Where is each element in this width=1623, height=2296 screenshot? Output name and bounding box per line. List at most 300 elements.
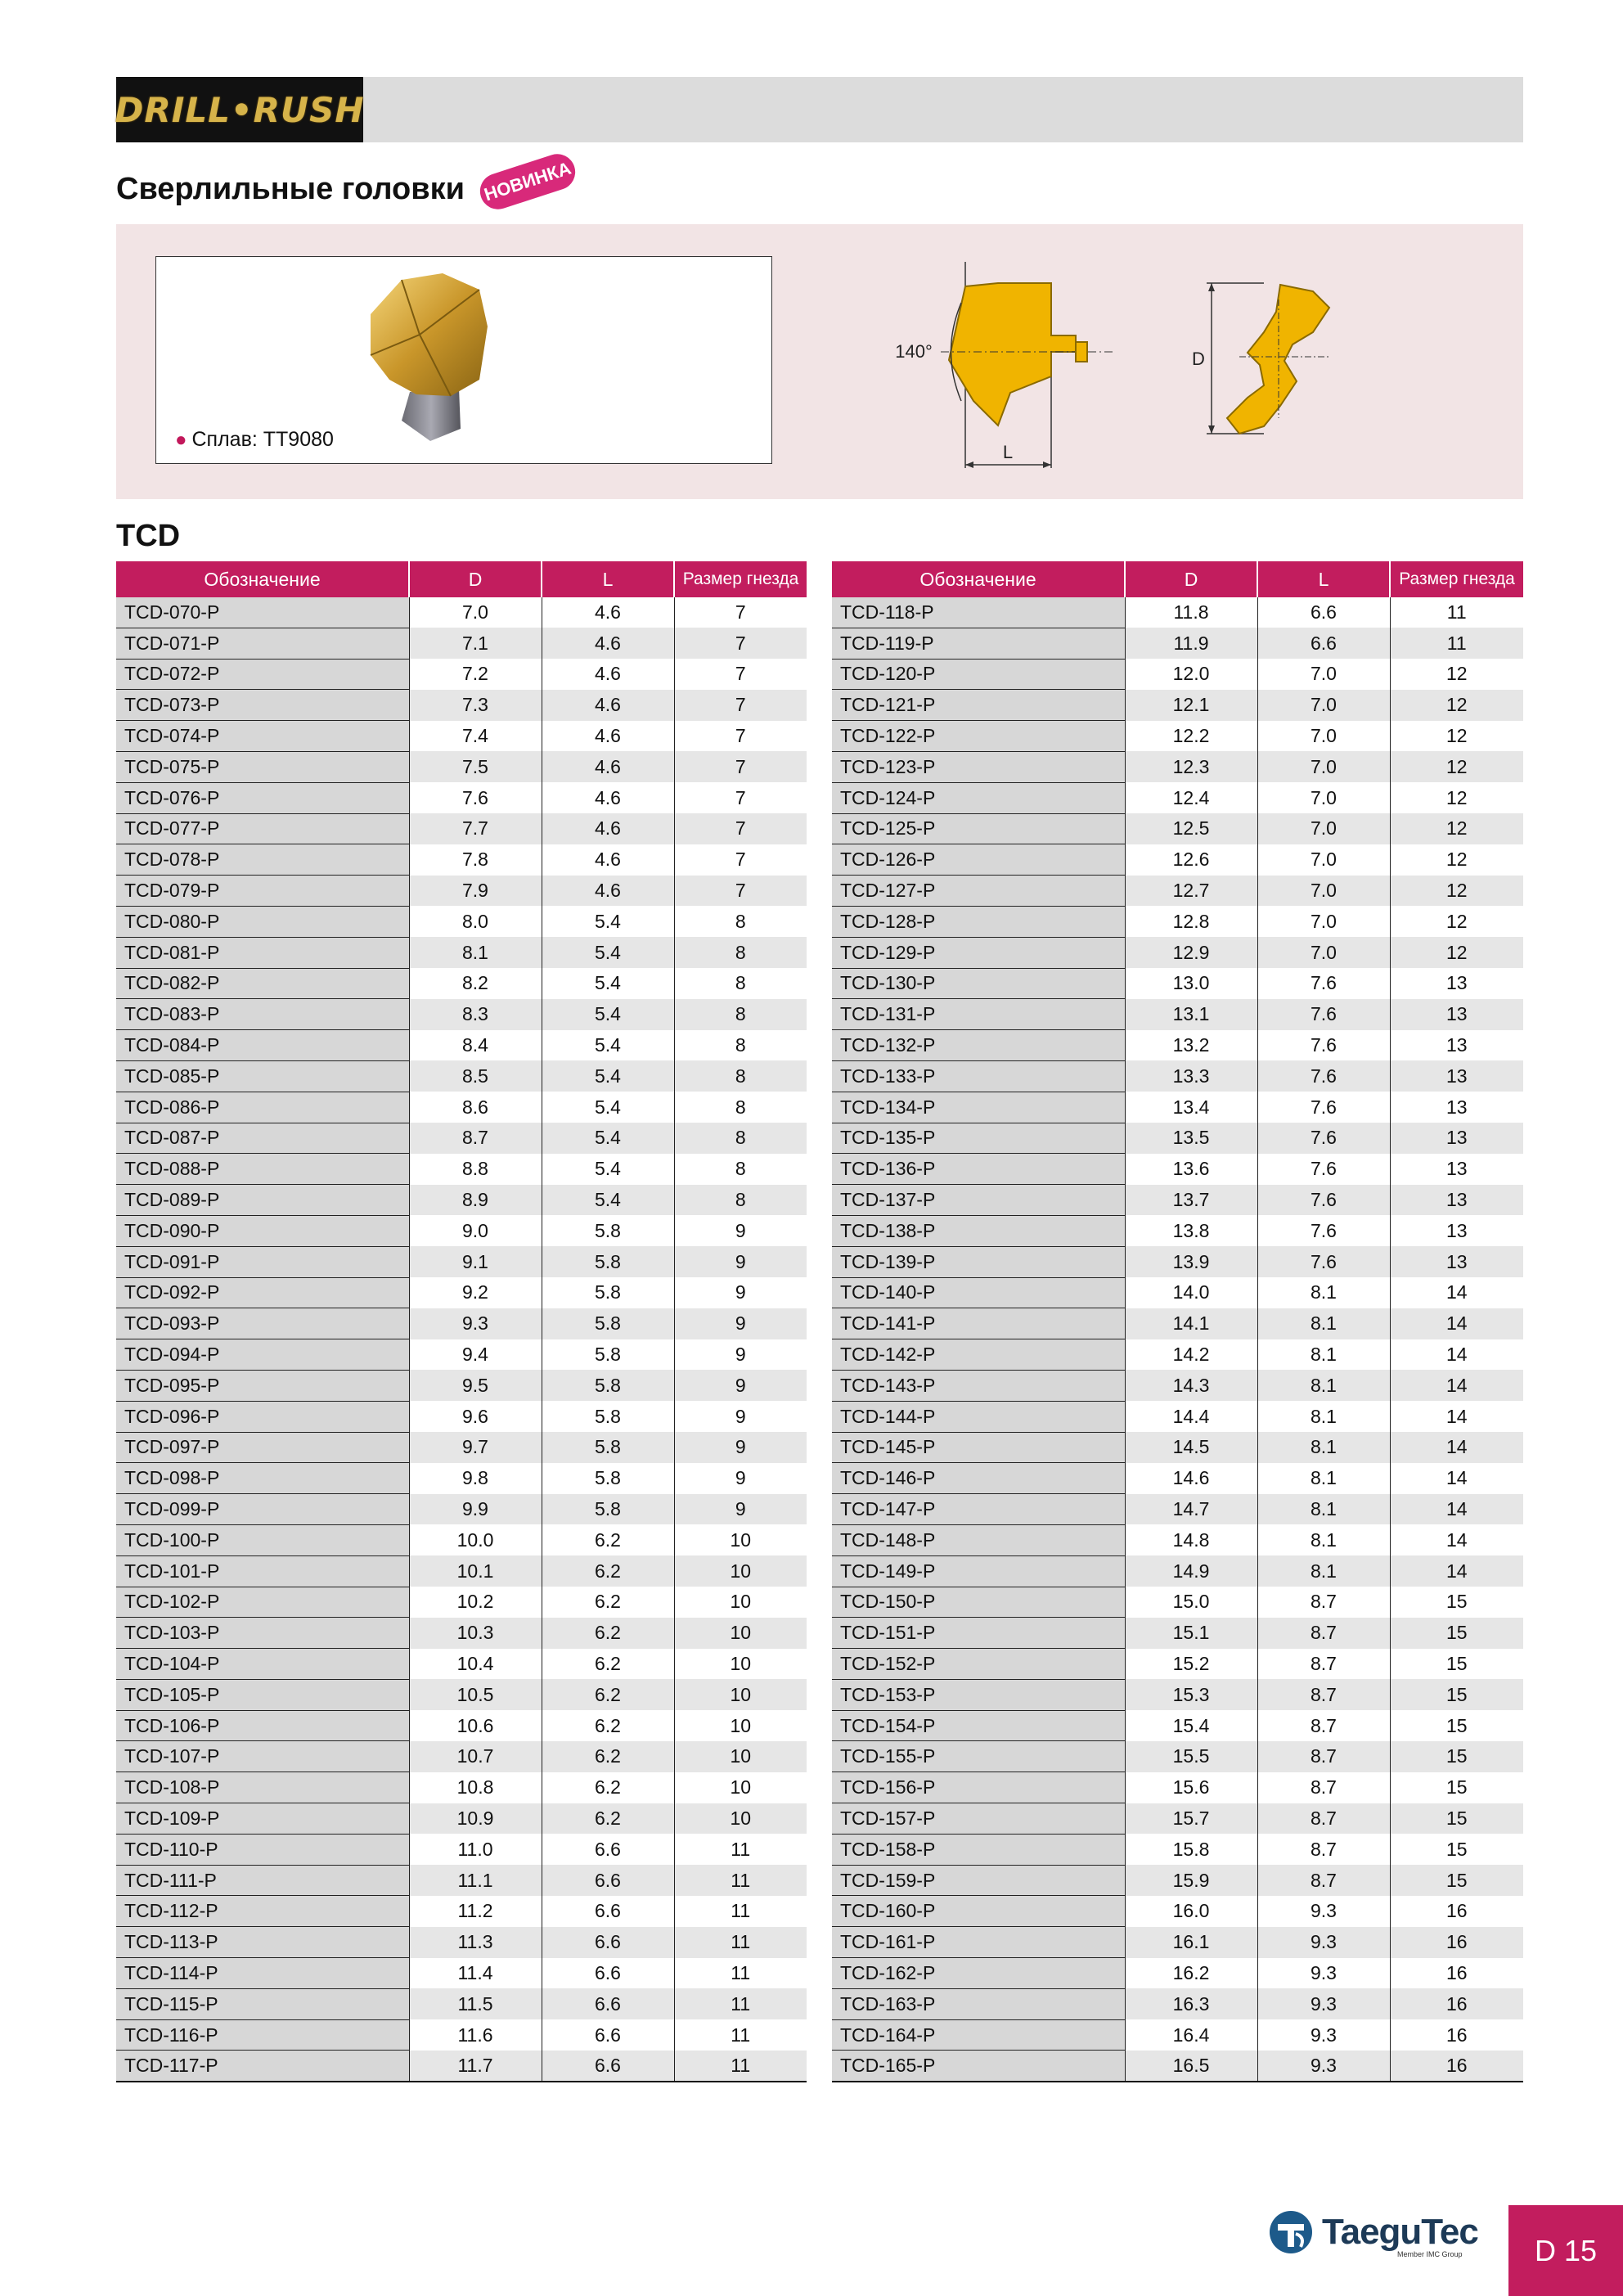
cell-designation: TCD-138-P [832, 1215, 1125, 1246]
cell-designation: TCD-102-P [116, 1587, 409, 1618]
cell-l: 7.0 [1257, 721, 1390, 752]
cell-l: 8.7 [1257, 1679, 1390, 1710]
cell-pocket-size: 7 [674, 690, 807, 721]
cell-l: 7.6 [1257, 999, 1390, 1030]
cell-pocket-size: 16 [1390, 1927, 1523, 1958]
cell-l: 4.6 [542, 721, 674, 752]
cell-designation: TCD-125-P [832, 813, 1125, 844]
table-row [116, 1401, 807, 1432]
cell-d: 8.3 [409, 999, 542, 1030]
cell-d: 11.4 [409, 1958, 542, 1989]
cell-designation: TCD-075-P [116, 751, 409, 782]
cell-l: 5.8 [542, 1277, 674, 1308]
cell-designation: TCD-129-P [832, 937, 1125, 968]
cell-designation: TCD-105-P [116, 1679, 409, 1710]
cell-pocket-size: 13 [1390, 1185, 1523, 1216]
table-row [832, 1185, 1523, 1216]
cell-designation: TCD-100-P [116, 1524, 409, 1555]
cell-pocket-size: 13 [1390, 968, 1523, 999]
cell-designation: TCD-078-P [116, 844, 409, 876]
cell-designation: TCD-096-P [116, 1401, 409, 1432]
cell-d: 10.5 [409, 1679, 542, 1710]
cell-l: 6.6 [542, 1896, 674, 1927]
table-row [116, 1246, 807, 1277]
table-row [832, 782, 1523, 813]
cell-designation: TCD-116-P [116, 2019, 409, 2051]
table-row [116, 968, 807, 999]
cell-designation: TCD-158-P [832, 1834, 1125, 1865]
cell-designation: TCD-134-P [832, 1092, 1125, 1123]
cell-pocket-size: 15 [1390, 1741, 1523, 1772]
cell-d: 15.0 [1125, 1587, 1257, 1618]
cell-d: 10.4 [409, 1649, 542, 1680]
cell-pocket-size: 10 [674, 1649, 807, 1680]
cell-d: 13.8 [1125, 1215, 1257, 1246]
cell-l: 7.0 [1257, 690, 1390, 721]
cell-l: 6.2 [542, 1741, 674, 1772]
table-row [116, 1803, 807, 1835]
cell-d: 11.6 [409, 2019, 542, 2051]
section-title: TCD [116, 519, 181, 553]
table-row [832, 1339, 1523, 1371]
table-row [116, 1772, 807, 1803]
cell-l: 8.7 [1257, 1803, 1390, 1835]
cell-d: 14.2 [1125, 1339, 1257, 1371]
taegutec-emblem-icon [1268, 2209, 1314, 2255]
cell-designation: TCD-071-P [116, 628, 409, 659]
cell-l: 5.4 [542, 1030, 674, 1061]
cell-d: 7.2 [409, 659, 542, 690]
cell-l: 4.6 [542, 782, 674, 813]
cell-designation: TCD-144-P [832, 1401, 1125, 1432]
table-row [832, 1834, 1523, 1865]
cell-d: 7.3 [409, 690, 542, 721]
cell-pocket-size: 12 [1390, 690, 1523, 721]
alloy-label: Сплав: TT9080 [191, 428, 334, 451]
table-row [116, 751, 807, 782]
cell-designation: TCD-153-P [832, 1679, 1125, 1710]
cell-d: 10.1 [409, 1555, 542, 1587]
cell-d: 8.6 [409, 1092, 542, 1123]
cell-pocket-size: 15 [1390, 1618, 1523, 1649]
table-row [832, 1370, 1523, 1401]
cell-d: 16.2 [1125, 1958, 1257, 1989]
cell-pocket-size: 9 [674, 1370, 807, 1401]
cell-d: 13.1 [1125, 999, 1257, 1030]
cell-pocket-size: 11 [1390, 628, 1523, 659]
cell-pocket-size: 12 [1390, 844, 1523, 876]
drill-head-end-diagram [1190, 275, 1354, 463]
cell-designation: TCD-147-P [832, 1494, 1125, 1525]
table-row [832, 690, 1523, 721]
cell-designation: TCD-148-P [832, 1524, 1125, 1555]
table-row [832, 1246, 1523, 1277]
cell-d: 14.6 [1125, 1463, 1257, 1494]
cell-designation: TCD-089-P [116, 1185, 409, 1216]
cell-d: 8.1 [409, 937, 542, 968]
cell-designation: TCD-155-P [832, 1741, 1125, 1772]
table-row [832, 1865, 1523, 1896]
col-header-d: D [409, 561, 542, 597]
table-row [116, 1710, 807, 1741]
cell-pocket-size: 10 [674, 1679, 807, 1710]
cell-pocket-size: 10 [674, 1803, 807, 1835]
cell-pocket-size: 11 [674, 1988, 807, 2019]
cell-l: 5.4 [542, 937, 674, 968]
cell-d: 12.0 [1125, 659, 1257, 690]
table-row [832, 1618, 1523, 1649]
cell-d: 7.0 [409, 597, 542, 628]
cell-pocket-size: 14 [1390, 1370, 1523, 1401]
cell-d: 7.6 [409, 782, 542, 813]
table-row [116, 1834, 807, 1865]
cell-pocket-size: 12 [1390, 721, 1523, 752]
cell-d: 14.9 [1125, 1555, 1257, 1587]
cell-designation: TCD-136-P [832, 1154, 1125, 1185]
cell-d: 12.5 [1125, 813, 1257, 844]
cell-l: 8.1 [1257, 1308, 1390, 1339]
cell-d: 14.1 [1125, 1308, 1257, 1339]
cell-designation: TCD-104-P [116, 1649, 409, 1680]
cell-designation: TCD-154-P [832, 1710, 1125, 1741]
table-row [116, 1060, 807, 1092]
cell-pocket-size: 15 [1390, 1865, 1523, 1896]
cell-l: 8.7 [1257, 1772, 1390, 1803]
cell-l: 8.1 [1257, 1370, 1390, 1401]
col-header-designation: Обозначение [832, 561, 1125, 597]
table-row [832, 937, 1523, 968]
cell-designation: TCD-091-P [116, 1246, 409, 1277]
cell-designation: TCD-083-P [116, 999, 409, 1030]
col-header-d: D [1125, 561, 1257, 597]
cell-pocket-size: 13 [1390, 1246, 1523, 1277]
cell-d: 14.5 [1125, 1432, 1257, 1463]
table-row [116, 906, 807, 937]
brand-subtitle: Member IMC Group [1397, 2250, 1463, 2258]
cell-designation: TCD-114-P [116, 1958, 409, 1989]
spec-table-right [832, 561, 1523, 2082]
table-row [116, 1123, 807, 1154]
col-header-l: L [542, 561, 674, 597]
table-body-right [832, 597, 1523, 2082]
cell-d: 11.2 [409, 1896, 542, 1927]
cell-d: 11.7 [409, 2051, 542, 2082]
cell-pocket-size: 8 [674, 906, 807, 937]
cell-pocket-size: 14 [1390, 1277, 1523, 1308]
cell-l: 7.0 [1257, 844, 1390, 876]
cell-d: 16.0 [1125, 1896, 1257, 1927]
table-row [832, 751, 1523, 782]
cell-l: 9.3 [1257, 1988, 1390, 2019]
cell-l: 6.6 [542, 1865, 674, 1896]
cell-pocket-size: 8 [674, 1092, 807, 1123]
cell-d: 10.9 [409, 1803, 542, 1835]
table-row [116, 2019, 807, 2051]
cell-d: 8.7 [409, 1123, 542, 1154]
cell-pocket-size: 14 [1390, 1432, 1523, 1463]
page-number: D 15 [1508, 2205, 1623, 2296]
cell-l: 7.0 [1257, 813, 1390, 844]
cell-l: 7.0 [1257, 751, 1390, 782]
cell-designation: TCD-126-P [832, 844, 1125, 876]
cell-designation: TCD-107-P [116, 1741, 409, 1772]
cell-d: 14.3 [1125, 1370, 1257, 1401]
cell-designation: TCD-079-P [116, 876, 409, 907]
cell-pocket-size: 13 [1390, 1154, 1523, 1185]
cell-pocket-size: 15 [1390, 1679, 1523, 1710]
cell-designation: TCD-143-P [832, 1370, 1125, 1401]
cell-pocket-size: 14 [1390, 1401, 1523, 1432]
table-row [832, 968, 1523, 999]
cell-l: 6.6 [1257, 628, 1390, 659]
table-row [832, 1030, 1523, 1061]
table-header-row [832, 561, 1523, 597]
cell-designation: TCD-070-P [116, 597, 409, 628]
cell-d: 9.6 [409, 1401, 542, 1432]
cell-pocket-size: 14 [1390, 1463, 1523, 1494]
page-title: Сверлильные головки [116, 172, 465, 206]
cell-pocket-size: 7 [674, 659, 807, 690]
cell-l: 6.6 [542, 1834, 674, 1865]
cell-d: 15.4 [1125, 1710, 1257, 1741]
cell-designation: TCD-151-P [832, 1618, 1125, 1649]
cell-d: 11.0 [409, 1834, 542, 1865]
drill-head-side-diagram [867, 254, 1162, 475]
cell-l: 5.8 [542, 1463, 674, 1494]
cell-pocket-size: 9 [674, 1463, 807, 1494]
cell-pocket-size: 11 [1390, 597, 1523, 628]
cell-pocket-size: 12 [1390, 782, 1523, 813]
cell-d: 13.6 [1125, 1154, 1257, 1185]
cell-d: 10.0 [409, 1524, 542, 1555]
cell-pocket-size: 8 [674, 1060, 807, 1092]
cell-designation: TCD-098-P [116, 1463, 409, 1494]
cell-designation: TCD-122-P [832, 721, 1125, 752]
cell-d: 16.5 [1125, 2051, 1257, 2082]
cell-l: 7.0 [1257, 876, 1390, 907]
cell-l: 8.7 [1257, 1710, 1390, 1741]
cell-d: 8.2 [409, 968, 542, 999]
cell-d: 10.3 [409, 1618, 542, 1649]
table-row [832, 1463, 1523, 1494]
cell-designation: TCD-164-P [832, 2019, 1125, 2051]
table-row [832, 2051, 1523, 2082]
cell-pocket-size: 13 [1390, 1030, 1523, 1061]
table-row [832, 1710, 1523, 1741]
cell-pocket-size: 15 [1390, 1772, 1523, 1803]
cell-pocket-size: 13 [1390, 1123, 1523, 1154]
table-row [832, 1215, 1523, 1246]
cell-d: 8.0 [409, 906, 542, 937]
angle-label: 140° [895, 341, 933, 362]
table-row [832, 1896, 1523, 1927]
table-row [832, 813, 1523, 844]
cell-pocket-size: 10 [674, 1772, 807, 1803]
cell-designation: TCD-140-P [832, 1277, 1125, 1308]
cell-pocket-size: 14 [1390, 1339, 1523, 1371]
cell-l: 6.2 [542, 1803, 674, 1835]
cell-l: 5.8 [542, 1401, 674, 1432]
table-body-left [116, 597, 807, 2082]
cell-pocket-size: 7 [674, 844, 807, 876]
cell-pocket-size: 10 [674, 1587, 807, 1618]
cell-d: 15.1 [1125, 1618, 1257, 1649]
cell-d: 13.4 [1125, 1092, 1257, 1123]
cell-d: 7.1 [409, 628, 542, 659]
cell-pocket-size: 12 [1390, 937, 1523, 968]
table-row [116, 1524, 807, 1555]
cell-l: 5.8 [542, 1370, 674, 1401]
cell-designation: TCD-099-P [116, 1494, 409, 1525]
cell-d: 15.8 [1125, 1834, 1257, 1865]
cell-d: 13.2 [1125, 1030, 1257, 1061]
cell-designation: TCD-095-P [116, 1370, 409, 1401]
cell-l: 6.2 [542, 1679, 674, 1710]
cell-d: 7.8 [409, 844, 542, 876]
cell-designation: TCD-118-P [832, 597, 1125, 628]
table-row [116, 1185, 807, 1216]
cell-l: 4.6 [542, 690, 674, 721]
cell-designation: TCD-163-P [832, 1988, 1125, 2019]
cell-l: 9.3 [1257, 2051, 1390, 2082]
cell-l: 8.1 [1257, 1277, 1390, 1308]
cell-designation: TCD-119-P [832, 628, 1125, 659]
cell-pocket-size: 12 [1390, 751, 1523, 782]
cell-designation: TCD-084-P [116, 1030, 409, 1061]
cell-l: 5.8 [542, 1215, 674, 1246]
taegutec-logo [1268, 2209, 1478, 2255]
cell-l: 6.6 [542, 1927, 674, 1958]
cell-designation: TCD-080-P [116, 906, 409, 937]
table-row [116, 844, 807, 876]
table-row [832, 1587, 1523, 1618]
cell-pocket-size: 16 [1390, 1988, 1523, 2019]
cell-pocket-size: 15 [1390, 1710, 1523, 1741]
cell-designation: TCD-152-P [832, 1649, 1125, 1680]
table-row [116, 628, 807, 659]
table-row [832, 721, 1523, 752]
drill-rush-logo [116, 77, 363, 142]
cell-l: 4.6 [542, 813, 674, 844]
cell-designation: TCD-085-P [116, 1060, 409, 1092]
cell-l: 7.6 [1257, 1060, 1390, 1092]
cell-d: 13.0 [1125, 968, 1257, 999]
cell-l: 8.1 [1257, 1524, 1390, 1555]
cell-d: 10.7 [409, 1741, 542, 1772]
cell-d: 13.5 [1125, 1123, 1257, 1154]
cell-pocket-size: 12 [1390, 813, 1523, 844]
cell-l: 5.4 [542, 1092, 674, 1123]
cell-designation: TCD-123-P [832, 751, 1125, 782]
cell-d: 13.9 [1125, 1246, 1257, 1277]
cell-l: 5.8 [542, 1494, 674, 1525]
cell-pocket-size: 9 [674, 1432, 807, 1463]
cell-l: 5.8 [542, 1308, 674, 1339]
cell-designation: TCD-124-P [832, 782, 1125, 813]
cell-pocket-size: 12 [1390, 906, 1523, 937]
cell-l: 6.2 [542, 1649, 674, 1680]
cell-l: 8.1 [1257, 1555, 1390, 1587]
cell-pocket-size: 7 [674, 721, 807, 752]
cell-d: 16.3 [1125, 1988, 1257, 2019]
cell-l: 8.1 [1257, 1339, 1390, 1371]
cell-pocket-size: 7 [674, 782, 807, 813]
cell-l: 9.3 [1257, 2019, 1390, 2051]
col-header-pocket-size: Размер гнезда [674, 561, 807, 597]
cell-l: 7.0 [1257, 937, 1390, 968]
table-row [116, 1555, 807, 1587]
table-row [832, 1555, 1523, 1587]
cell-l: 9.3 [1257, 1927, 1390, 1958]
cell-designation: TCD-113-P [116, 1927, 409, 1958]
cell-designation: TCD-115-P [116, 1988, 409, 2019]
cell-designation: TCD-094-P [116, 1339, 409, 1371]
cell-pocket-size: 15 [1390, 1803, 1523, 1835]
table-row [832, 597, 1523, 628]
cell-pocket-size: 10 [674, 1741, 807, 1772]
cell-designation: TCD-165-P [832, 2051, 1125, 2082]
cell-l: 8.7 [1257, 1587, 1390, 1618]
cell-pocket-size: 11 [674, 1834, 807, 1865]
table-row [832, 628, 1523, 659]
cell-l: 5.4 [542, 1060, 674, 1092]
cell-l: 9.3 [1257, 1958, 1390, 1989]
table-row [832, 659, 1523, 690]
cell-designation: TCD-150-P [832, 1587, 1125, 1618]
col-header-pocket-size: Размер гнезда [1390, 561, 1523, 597]
cell-d: 15.9 [1125, 1865, 1257, 1896]
cell-d: 8.8 [409, 1154, 542, 1185]
cell-designation: TCD-072-P [116, 659, 409, 690]
table-row [116, 813, 807, 844]
cell-pocket-size: 14 [1390, 1494, 1523, 1525]
cell-l: 7.0 [1257, 782, 1390, 813]
cell-pocket-size: 7 [674, 751, 807, 782]
cell-d: 10.6 [409, 1710, 542, 1741]
cell-l: 5.4 [542, 1185, 674, 1216]
cell-l: 4.6 [542, 844, 674, 876]
cell-d: 11.9 [1125, 628, 1257, 659]
cell-pocket-size: 12 [1390, 876, 1523, 907]
table-row [832, 1060, 1523, 1092]
table-row [832, 1432, 1523, 1463]
cell-pocket-size: 15 [1390, 1649, 1523, 1680]
cell-l: 5.4 [542, 1123, 674, 1154]
cell-l: 7.0 [1257, 906, 1390, 937]
cell-pocket-size: 13 [1390, 999, 1523, 1030]
cell-l: 6.6 [542, 2019, 674, 2051]
cell-designation: TCD-088-P [116, 1154, 409, 1185]
logo-text: DRILL•RUSH [115, 89, 365, 130]
table-row [832, 1277, 1523, 1308]
cell-pocket-size: 13 [1390, 1060, 1523, 1092]
cell-pocket-size: 7 [674, 628, 807, 659]
cell-designation: TCD-141-P [832, 1308, 1125, 1339]
cell-designation: TCD-160-P [832, 1896, 1125, 1927]
cell-designation: TCD-120-P [832, 659, 1125, 690]
table-row [116, 1030, 807, 1061]
cell-pocket-size: 7 [674, 876, 807, 907]
table-header-row [116, 561, 807, 597]
table-row [832, 1308, 1523, 1339]
cell-pocket-size: 9 [674, 1308, 807, 1339]
table-row [832, 1649, 1523, 1680]
cell-l: 7.6 [1257, 1246, 1390, 1277]
cell-pocket-size: 8 [674, 999, 807, 1030]
cell-designation: TCD-081-P [116, 937, 409, 968]
table-row [116, 597, 807, 628]
table-row [116, 876, 807, 907]
